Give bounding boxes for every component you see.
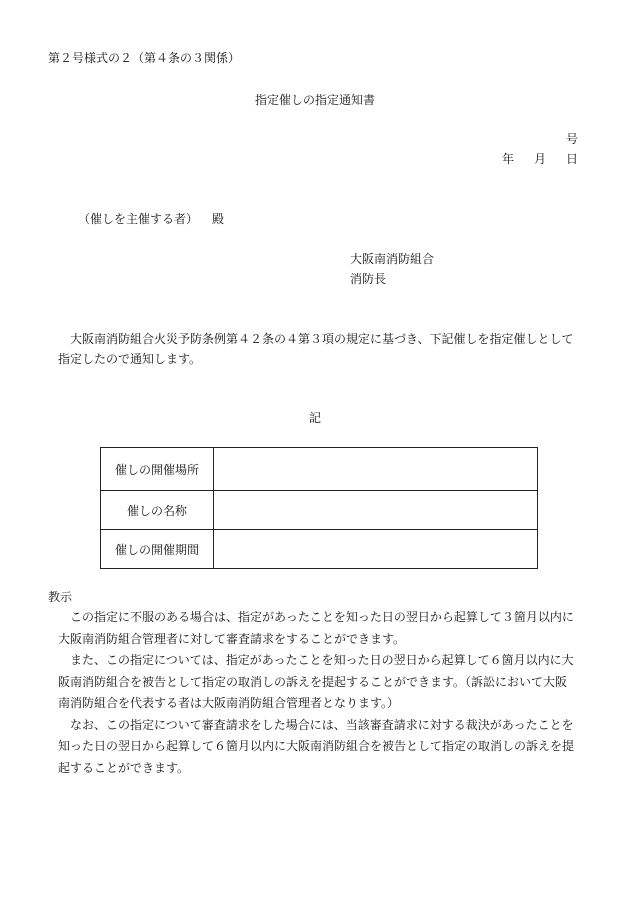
row-value-venue [214,448,538,491]
row-label-period: 催しの開催期間 [101,530,214,569]
date-year-label: 年 [501,152,514,166]
body-line-2: 指定したので通知します。 [58,352,202,366]
document-date [502,150,578,167]
notice-paragraph-2: また、この指定については、指定があったことを知った日の翌日から起算して６箇月以内に大阪南消防組合を被告として指定の取消しの訴えを提起することができます。（訴訟において大阪南消防組合を代表する者は大阪南消防組合管理者となります。） [58,653,574,710]
ki-heading: 記 [308,411,321,425]
notice-paragraph-1: この指定に不服のある場合は、指定があったことを知った日の翌日から起算して３箇月以内に大阪南消防組合管理者に対して審査請求をすることができます。 [58,610,574,646]
row-label-event-name: 催しの名称 [101,491,214,530]
addressee-honorific: 殿 [212,212,225,226]
addressee [78,210,224,227]
row-value-event-name [214,491,538,530]
row-label-venue: 催しの開催場所 [101,448,214,491]
sender-title: 消防長 [350,272,387,286]
notice-heading: 教示 [48,590,73,604]
body-text [58,329,578,369]
notice-paragraph-3: なお、この指定について審査請求をした場合には、当該審査請求に対する裁決があったことを知った日の翌日から起算して６箇月以内に大阪南消防組合を被告として指定の取消しの訴えを提起することができます。 [58,717,575,775]
table-row [101,448,538,491]
table-row [101,530,538,569]
body-line-1: 大阪南消防組合火災予防条例第４２条の４第３項の規定に基づき、下記催しを指定催しとして [70,332,574,346]
document-number-label: 号 [565,132,578,146]
table-row [101,491,538,530]
form-number: 第２号様式の２（第４条の３関係） [48,51,241,65]
row-value-period [214,530,538,569]
date-month-label: 月 [533,152,546,166]
event-info-table [100,447,538,569]
sender-organization: 大阪南消防組合 [350,252,435,266]
notice-text [58,607,578,779]
addressee-name: （催しを主催する者） [78,212,199,226]
document-title: 指定催しの指定通知書 [254,93,375,107]
date-day-label: 日 [565,152,578,166]
